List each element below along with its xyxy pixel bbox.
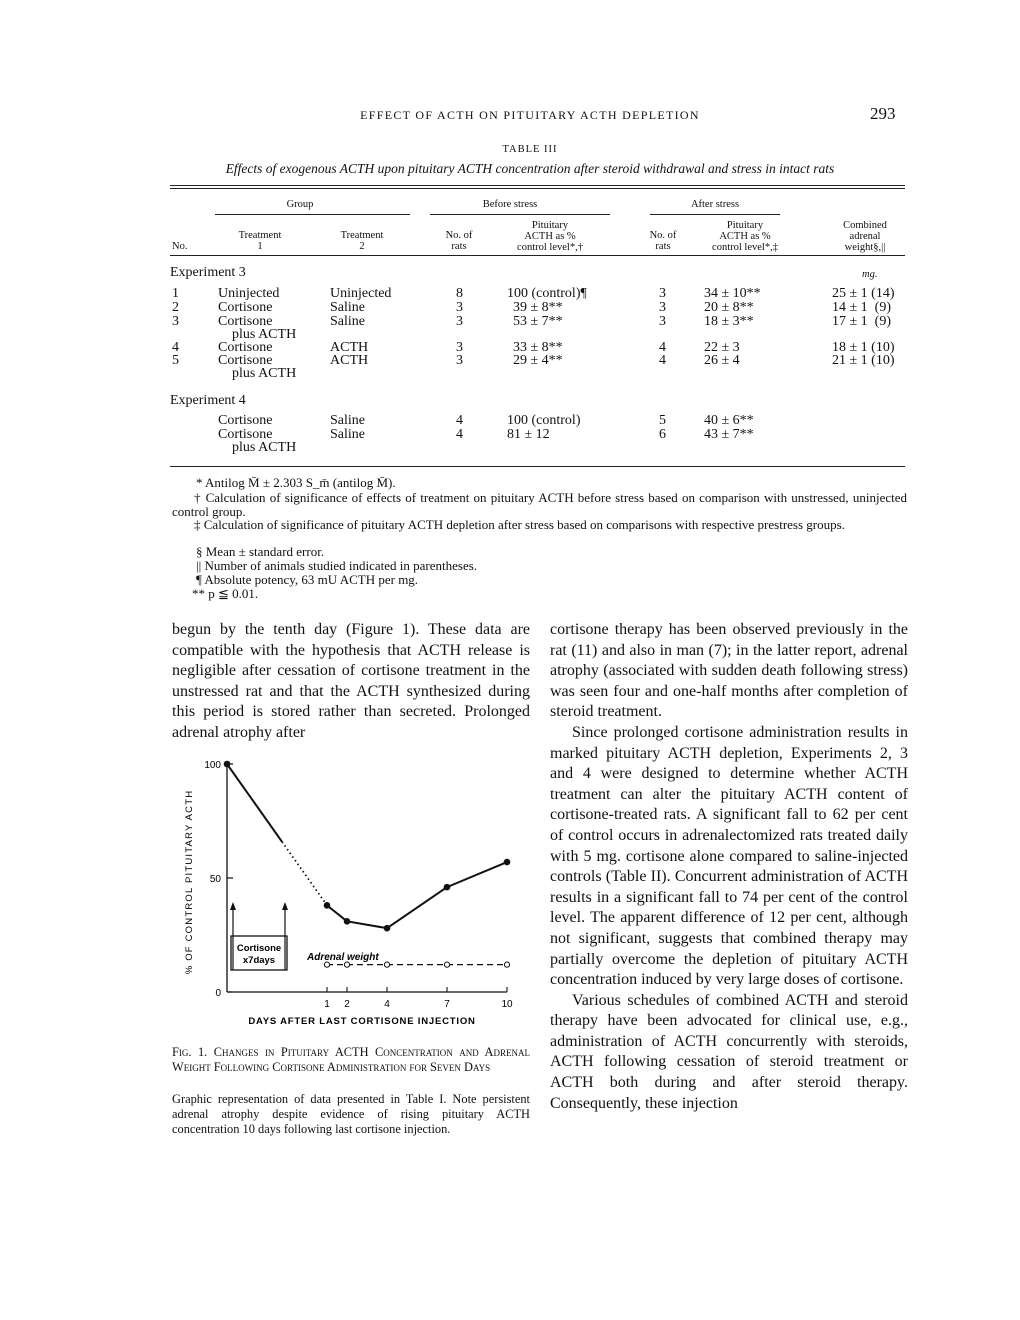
experiment-4-label: Experiment 4	[170, 393, 246, 408]
series-line-segment	[327, 905, 347, 921]
page-number: 293	[870, 104, 896, 123]
paragraph: Since prolonged cortisone administration results in marked pituitary ACTH depletion, Experiments 2, 3 and 4 were designed to determine whether ACTH treatment can alter the pituitary ACTH content of cortisone-treated rats. A significant fall to 62 per cent of control occurs in adrenalectomized rats treated daily with 5 mg. cortisone alone compared to saline-injected controls (Table II). Concurrent administration of ACTH results in a significant fall to 74 per cent of the control level. The apparent difference of 12 per cent, although not significant, suggests that combined therapy may partially overcome the depletion of pituitary ACTH concentration induced by very large doses of cortisone.	[550, 723, 908, 989]
body-right-column	[550, 620, 908, 1114]
x-axis	[227, 987, 513, 1010]
cortisone-box	[230, 902, 288, 970]
box-arrow-head	[230, 902, 236, 910]
table-bottom-rule	[170, 466, 905, 467]
unit-label: mg.	[862, 269, 878, 280]
cortisone-box-label: Cortisone	[236, 943, 282, 954]
spanner-group: Group	[286, 199, 314, 210]
adrenal-weight-label: Adrenal weight	[307, 952, 379, 963]
footnote: ‡ Calculation of significance of pituitary ACTH depletion after stress based on comparisons with respective prestress groups.	[194, 517, 845, 532]
footnote: ¶ Absolute potency, 63 mU ACTH per mg.	[196, 572, 419, 587]
data-point	[344, 918, 351, 925]
x-tick-label: 10	[501, 999, 513, 1010]
paragraph: Various schedules of combined ACTH and steroid therapy have been advocated for clinical use, e.g., administration of ACTH concurrently with steroids, ACTH following cessation of steroid treatment or ACTH both during and after steroid therapy. Consequently, these injection	[550, 991, 908, 1112]
footnote: || Number of animals studied indicated in parentheses.	[196, 558, 478, 573]
group-span-rule	[215, 214, 410, 215]
col-pituitary-after: Pituitary ACTH as % control level*,‡	[712, 220, 778, 253]
data-point	[444, 884, 451, 891]
col-treatment-2: Treatment 2	[340, 230, 384, 252]
y-tick-label: 50	[209, 874, 221, 885]
figure-1-chart	[150, 752, 530, 1032]
series-line-segment	[347, 921, 387, 928]
data-point	[384, 925, 391, 932]
col-pituitary-before: Pituitary ACTH as % control level*,†	[517, 220, 583, 253]
series-line-segment	[227, 764, 282, 842]
col-rats-before: No. of rats	[445, 230, 473, 252]
x-tick-label: 7	[444, 999, 450, 1010]
experiment-3-label: Experiment 3	[170, 265, 246, 280]
paragraph: begun by the tenth day (Figure 1). These data are compatible with the hypothesis that ACTH release is negligible after cessation of cortisone treatment in the unstressed rat and that the ACTH synthesized during this period is stored rather than secreted. Prolonged adrenal atrophy after	[172, 621, 530, 741]
series-line-segment	[447, 862, 507, 887]
footnote: § Mean ± standard error.	[196, 544, 325, 559]
table-label: TABLE III	[502, 144, 558, 155]
spanner-before: Before stress	[482, 199, 538, 210]
after-span-rule	[650, 214, 780, 215]
series-line-segment	[387, 887, 447, 928]
data-point	[224, 761, 231, 768]
footnote: ** p ≦ 0.01.	[192, 586, 259, 601]
figure-caption-text: Graphic representation of data presented in Table I. Note persistent adrenal atrophy despite evidence of rising pituitary ACTH concentration 10 days following last cortisone injection.	[172, 1092, 530, 1136]
body-left-column	[172, 620, 530, 744]
adrenal-weight-point	[384, 962, 389, 967]
adrenal-weight-point	[444, 962, 449, 967]
table-caption: Effects of exogenous ACTH upon pituitary ACTH concentration after steroid withdrawal and stress in intact rats	[225, 161, 835, 176]
cortisone-box-label: x7days	[242, 955, 276, 966]
spanner-after: After stress	[690, 199, 740, 210]
y-tick-label: 0	[215, 988, 221, 999]
footnote: * Antilog M̄ ± 2.303 S_m̄ (antilog M̄).	[196, 475, 396, 490]
col-treatment-1: Treatment 1	[238, 230, 282, 252]
footnote: † Calculation of significance of effects of treatment on pituitary ACTH before stress based on comparison with unstressed, uninjected control group.	[172, 490, 907, 519]
table-top-rule	[170, 185, 905, 186]
table-top-rule-2	[170, 188, 905, 189]
box-arrow-head	[282, 902, 288, 910]
col-rats-after: No. of rats	[649, 230, 677, 252]
header-bottom-rule	[170, 255, 905, 256]
data-point	[324, 902, 331, 909]
running-head: EFFECT OF ACTH ON PITUITARY ACTH DEPLETION	[360, 108, 700, 122]
figure-caption-title: Fig. 1. Changes in Pituitary ACTH Concentration and Adrenal Weight Following Cortisone Administration for Seven Days	[172, 1045, 530, 1074]
paragraph: cortisone therapy has been observed previously in the rat (11) and also in man (7); in the latter report, adrenal atrophy (associated with sudden death following stress) was seen four and one-half months after completion of steroid treatment.	[550, 621, 908, 721]
x-tick-label: 1	[324, 999, 330, 1010]
y-axis	[204, 760, 233, 999]
col-no: No.	[172, 241, 188, 252]
series-line-segment	[282, 842, 327, 906]
x-tick-label: 2	[344, 999, 350, 1010]
y-tick-label: 100	[204, 760, 221, 771]
adrenal-weight-point	[504, 962, 509, 967]
chart-xlabel: DAYS AFTER LAST CORTISONE INJECTION	[248, 1016, 476, 1027]
before-span-rule	[430, 214, 610, 215]
chart-ylabel: % OF CONTROL PITUITARY ACTH	[184, 789, 195, 975]
col-combined-adrenal: Combined adrenal weight§,||	[843, 220, 887, 253]
data-point	[504, 859, 511, 866]
x-tick-label: 4	[384, 999, 390, 1010]
